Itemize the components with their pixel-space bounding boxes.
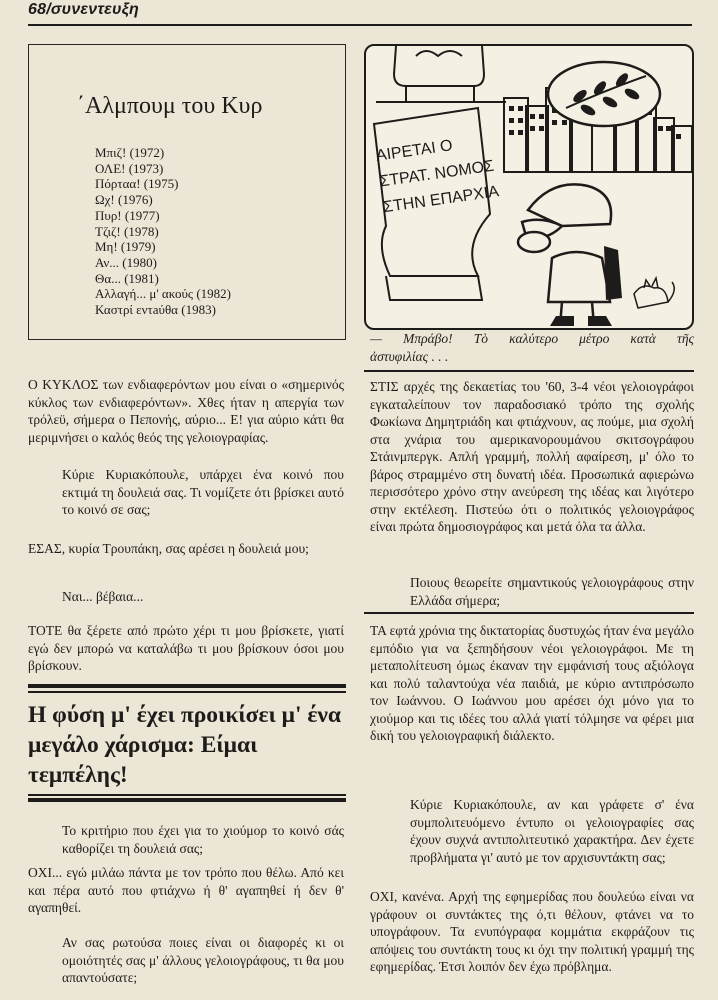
question-paragraph: Κύριε Κυριακόπουλε, αν και γράφετε σ' ένα συμπολιτευόμενο έντυπο οι γελοιογραφίες σας έχουν συχνά αντιπολιτευτικό χαρακτήρα. Δεν έχετε προβλήματα γι' αυτό με τον αρχισυντάκτη σας; xyxy=(410,797,694,865)
column-separator xyxy=(364,370,694,372)
page-header xyxy=(28,0,692,26)
album-item: Τζιζ! (1978) xyxy=(95,223,159,239)
answer-paragraph: ΕΣΑΣ, κυρία Τρουπάκη, σας αρέσει η δουλειά μου; xyxy=(28,541,309,556)
album-item: Ωχ! (1976) xyxy=(95,192,153,208)
answer-paragraph: ΟΧΙ, κανένα. Αρχή της εφημερίδας που δουλεύω είναι να γράφουν οι συντάκτες της ό,τι θέλουν, φτάνει να το υπογράφουν. Τα ενυπόγραφα κομμάτια εκφράζουν τις απόψεις του συντάκτη τους κι όχι την πολιτική γραμμή της εφημερίδας. Έτσι λοιπόν δεν έχω πρόβλημα. xyxy=(370,889,694,974)
cartoon-caption xyxy=(370,330,694,366)
sign-line-2: ΣΤΡΑΤ. ΝΟΜΟΣ xyxy=(378,157,496,191)
section-label: 68/συνεντευξη xyxy=(28,1,139,18)
answer-paragraph: ΣΤΙΣ αρχές της δεκαετίας του '60, 3-4 νέοι γελοιογράφοι εγκαταλείπουν τον παραδοσιακό τρόπο της σχολής Φωκίωνα Δημητριάδη και φτιάχνουν, ας πούμε, μια σχολή στα χνάρια του αμερικανορουμάνου σκιτσογράφου Στάινμπεργκ. Απλή γραμμή, πολλή αφαίρεση, μ' όλο το βάρος στραμμένο στη δυνατή ιδέα. Προσωπικά αφιερώνω περισσότερο χρόνο στην ανεύρεση της ιδέας και λιγότερο στην εκτέλεση. Πιστεύω ότι ο πολιτικός γελοιογράφος είναι πρώτα δημοσιογράφος και μετά όλα τα άλλα. xyxy=(370,379,694,534)
album-sidebar-box xyxy=(28,44,346,340)
headline-bottom-rule xyxy=(28,798,346,802)
answer-paragraph: ΤΟΤΕ θα ξέρετε από πρώτο χέρι τι μου βρίσκετε, γιατί εγώ δεν μπορώ να καταλάβω τι μου βρίσκουν όσοι μου βρίσκουν. xyxy=(28,623,344,673)
album-box-title: ΄Αλμπουμ του Κυρ xyxy=(77,93,263,119)
album-item: Πυρ! (1977) xyxy=(95,207,160,223)
cartoon-drawing xyxy=(366,46,692,328)
album-item: Αλλαγή... μ' ακούς (1982) xyxy=(95,286,231,302)
answer-paragraph: Ο ΚΥΚΛΟΣ των ενδιαφερόντων μου είναι ο «σημερινός κύκλος των ενδιαφερόντων». Χθες ήταν η απεργία των τρόλεϋ, σήμερα ο Πεπονής, αύριο... Ε! για αύριο κάτι θα μεριμνήσει ο καλός θεός της γελοιογραφίας. xyxy=(28,377,344,445)
caption-line-1: — Μπράβο! Τὸ καλύτερο μέτρο κατὰ τῆς xyxy=(370,331,694,346)
album-item: Αν... (1980) xyxy=(95,254,157,270)
pull-quote-headline: Η φύση μ' έχει προικίσει μ' ένα μεγάλο χάρισμα: Είμαι τεμπέλης! xyxy=(28,702,342,788)
sign-line-1: ΑΙΡΕΤΑΙ Ο xyxy=(374,137,454,165)
answer-paragraph: ΟΧΙ... εγώ μιλάω πάντα με τον τρόπο που θέλω. Από κει και πέρα αυτό που φτιάχνω ή θ' αγαπηθεί ή δεν θ' αγαπηθεί. xyxy=(28,865,344,915)
sign-line-3: ΣΤΗΝ ΕΠΑΡΧΙΑ xyxy=(382,183,501,217)
question-paragraph: Αν σας ρωτούσα ποιες είναι οι διαφορές κι οι ομοιότητές σας μ' άλλους γελοιογράφους, τι θα μου απαντούσατε; xyxy=(62,935,344,985)
question-paragraph: Το κριτήριο που έχει για το χιούμορ το κοινό σάς καθορίζει τη δουλειά σας; xyxy=(62,823,344,856)
column-separator xyxy=(364,612,694,614)
question-paragraph: Ποιους θεωρείτε σημαντικούς γελοιογράφους στην Ελλάδα σήμερα; xyxy=(410,575,694,608)
question-paragraph: Κύριε Κυριακόπουλε, υπάρχει ένα κοινό που εκτιμά τη δουλειά σας. Τι νομίζετε ότι βρίσκει αυτό το κοινό σε σας; xyxy=(62,467,344,517)
album-item: Θα... (1981) xyxy=(95,270,159,286)
question-paragraph: Ναι... βέβαια... xyxy=(62,589,144,604)
headline-top-rule xyxy=(28,684,346,688)
album-item: Καστρί εντaύθα (1983) xyxy=(95,302,216,318)
answer-paragraph: ΤΑ εφτά χρόνια της δικτατορίας δυστυχώς ήταν ένα μεγάλο εμπόδιο για να ξεπηδήσουν νέοι γελοιογράφοι. Με τη μεταπολίτευση όμως έκαναν την εμφάνισή τους αξιόλογα και πολύ ταλαντούχα νέα παιδιά, με κύριο αντιπρόσωπο τον Ιωάννου. Ο Ιωάννου μου αρέσει όχι μόνο για το χιούμορ και τις ιδέες του αλλά γιατί τόλμησε να φέρει μια δική του γελοιογραφική διάλεκτο. xyxy=(370,623,694,743)
headline-bottom-rule-thin xyxy=(28,794,346,796)
cartoon-illustration xyxy=(364,44,694,330)
headline-top-rule-thin xyxy=(28,691,346,693)
album-item: ΟΛΕ! (1973) xyxy=(95,160,164,176)
album-list xyxy=(95,145,231,318)
album-item: Πόρταα! (1975) xyxy=(95,176,179,192)
album-item: Μη! (1979) xyxy=(95,239,156,255)
caption-line-2: ἀστυφιλίας . . . xyxy=(370,349,449,364)
album-item: Μπιζ! (1972) xyxy=(95,145,165,160)
